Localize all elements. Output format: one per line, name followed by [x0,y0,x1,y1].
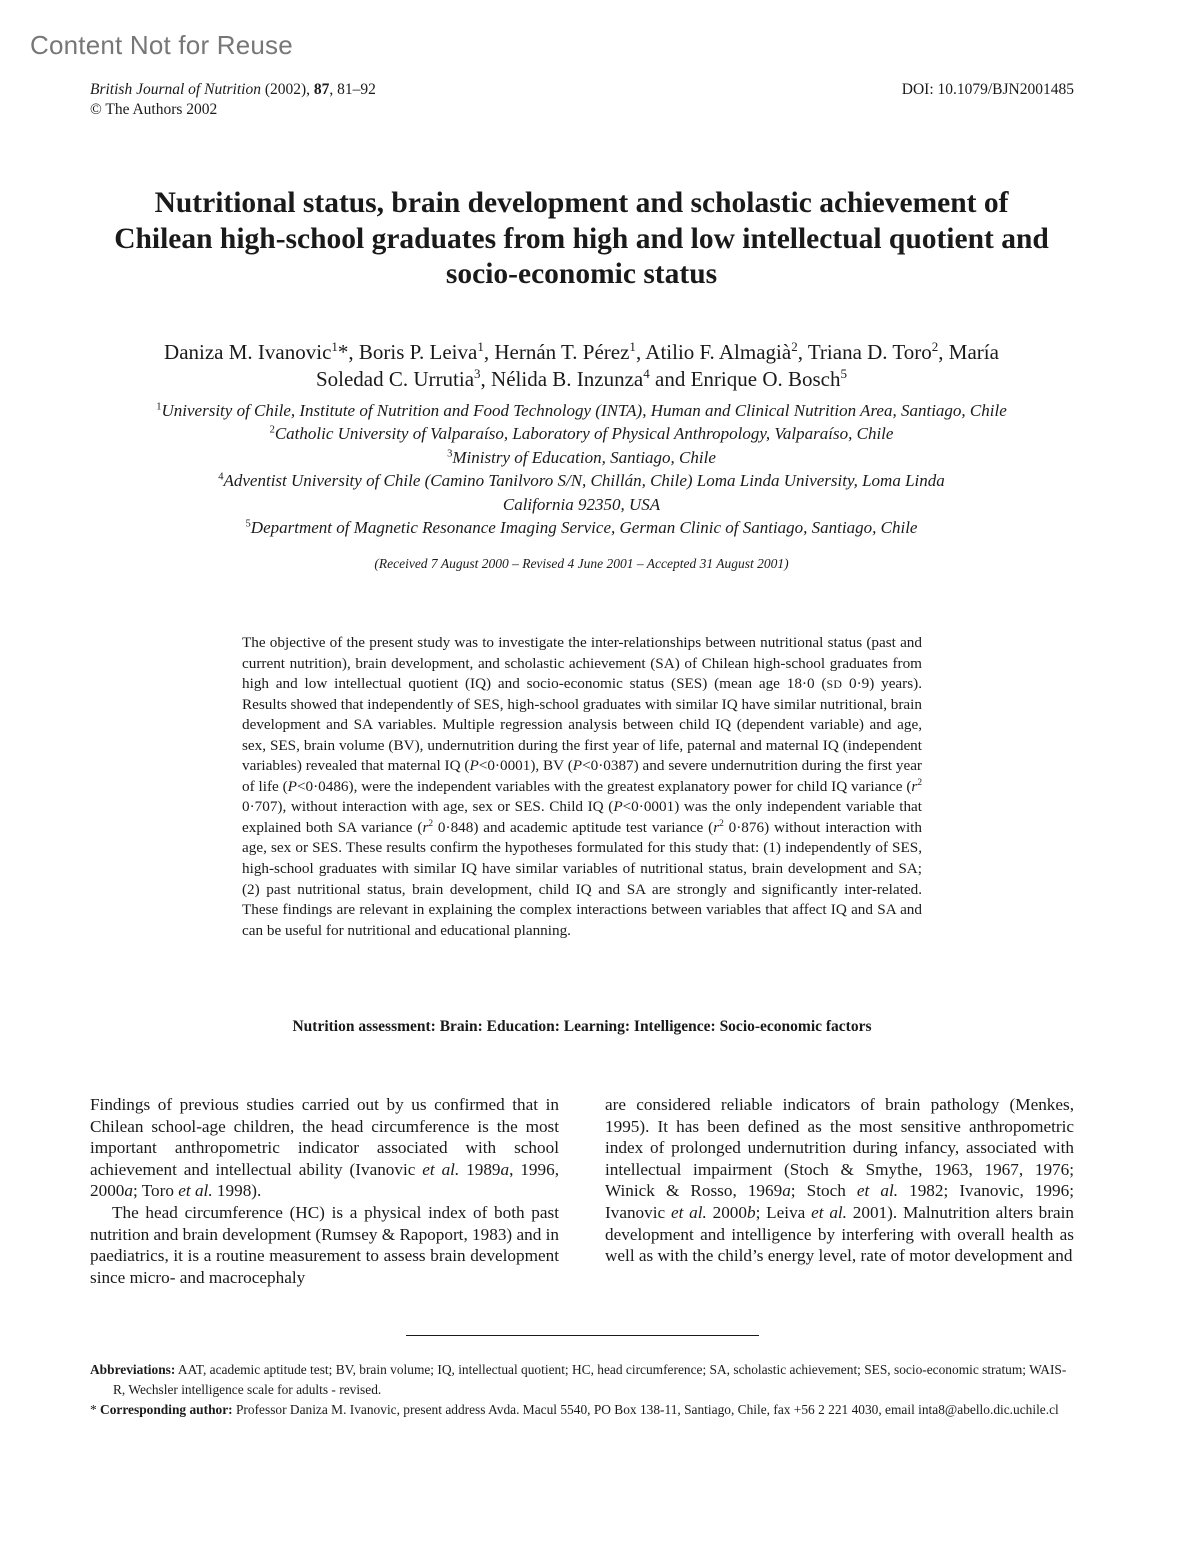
affiliation-list [70,399,1093,539]
r-symbol: r [422,818,429,836]
doi: DOI: 10.1079/BJN2001485 [901,81,1074,98]
footnote-label: Abbreviations: [90,1362,176,1377]
affiliation [70,399,1093,422]
copyright: © The Authors 2002 [90,101,218,118]
author-sep: , [635,340,646,364]
r-symbol: r [713,818,720,836]
footnote-star: * [90,1402,97,1417]
r-squared-exponent: 2 [917,778,923,788]
affil-number: 5 [245,518,251,530]
author-name: Nélida B. Inzunza [491,366,644,391]
abstract-text: <0·0486), were the independent variables with the greatest explanatory power for child IQ variance ( [296,777,912,795]
footnote-text: Professor Daniza M. Ivanovic, present address Avda. Macul 5540, PO Box 138-11, Santiago, Chile, fax +56 2 221 4030, email inta8@abello.dic.uchile.cl [232,1402,1059,1417]
abstract-text: 0·848) and academic aptitude test variance ( [433,818,714,836]
title-line: Nutritional status, brain development and scholastic achievement of [154,187,1009,219]
affil-text: Adventist University of Chile (Camino Tanilvoro S/N, Chillán, Chile) Loma Linda University, Loma Linda [223,471,945,491]
author-affil-sup: 1 [477,338,484,354]
abstract [242,633,922,941]
article-title [80,186,1083,293]
et-al: et al. [856,1181,899,1201]
author-sep: , [797,340,808,364]
footnote-abbreviations [90,1360,1075,1399]
abstract-text: <0·0387) and severe undernutrition during the first year of life ( [242,757,922,795]
journal-pages: , 81–92 [329,81,376,98]
author-name: Soledad C. Urrutia [315,366,475,391]
p-value-symbol: P [613,798,623,816]
p-value-symbol: P [287,777,297,795]
keywords: Nutrition assessment: Brain: Education: Learning: Intelligence: Socio-economic factors [292,1018,872,1035]
abstract-text: 0·707), without interaction with age, sex or SES. Child IQ ( [242,798,614,816]
author-name: Enrique O. Bosch [690,366,841,391]
affiliation [70,516,1093,539]
author-affil-sup: 2 [931,338,939,354]
journal-citation [90,80,376,120]
affil-number: 1 [156,401,162,413]
affiliation [70,422,1093,445]
body-paragraph: Findings of previous studies carried out by us confirmed that in Chilean school-age children, the head circumference is the most important anthropometric indicator associated with school achievement and intellectual ability (Ivanovic et al. 1989a, 1996, 2000a; Toro et al. 1998). [90,1095,559,1201]
footnote-corresponding-author [90,1400,1075,1420]
author-line [80,339,1083,366]
footnote-label: Corresponding author: [96,1402,233,1417]
journal-year: (2002), [264,81,311,98]
abstract-text: The objective of the present study was to investigate the inter-relationships between nutritional status (past and current nutrition), brain development, and scholastic achievement (SA) of Chilean high-school graduates from high and low intellectual quotient (IQ) and socio-economic status (SES) (mean age 18·0 ( [242,634,922,693]
body-column-right [605,1094,1074,1267]
author-affil-sup: 3 [474,365,481,381]
watermark: Content Not for Reuse [30,30,293,60]
corresponding-star: * [337,340,349,364]
author-name: Hernán T. Pérez [494,340,630,364]
author-name: Triana D. Toro [807,340,932,364]
journal-name: British Journal of Nutrition [90,81,261,98]
r-squared-exponent: 2 [719,819,724,830]
author-affil-sup: 1 [629,338,636,354]
r-symbol: r [911,777,918,795]
et-al: et al. [178,1181,213,1201]
author-affil-sup: 2 [791,338,798,354]
affil-text: Department of Magnetic Resonance Imaging Service, German Clinic of Santiago, Santiago, Chile [250,518,918,538]
p-value-symbol: P [572,757,583,775]
author-name: Atilio F. Almagià [645,340,792,364]
abstract-text: <0·0001) was the only independent variable that explained both SA variance ( [242,798,923,836]
title-line: socio-economic status [445,258,718,290]
affil-text: Catholic University of Valparaíso, Laboratory of Physical Anthropology, Valparaíso, Chile [274,424,894,444]
journal-volume: 87 [313,81,330,98]
sd-smallcaps: SD [826,677,843,692]
et-al: et al. [670,1202,707,1222]
p-value-symbol: P [469,757,479,775]
affil-text: Ministry of Education, Santiago, Chile [452,447,716,467]
author-sep: , [483,340,495,364]
body-paragraph: The head circumference (HC) is a physical index of both past nutrition and brain development (Rumsey & Rapoport, 1983) and in paediatrics, it is a routine measurement to assess brain development since micro- and macrocephaly [90,1202,559,1287]
abstract-text: 0·9) years). Results showed that independently of SES, high-school graduates with similar IQ have similar nutritional, brain development and SA variables. Multiple regression analysis between child IQ (dependent variable) and age, sex, SES, brain volume (BV), undernutrition during the first year of life, paternal and maternal IQ (independent variables) revealed that maternal IQ ( [242,675,922,775]
abstract-text: <0·0001), BV ( [478,757,573,775]
author-line [80,366,1083,393]
affil-number: 3 [447,448,453,460]
author-sep: , María [938,340,999,364]
affiliation-continued: California 92350, USA [502,494,661,514]
received-dates: (Received 7 August 2000 – Revised 4 June 2001 – Accepted 31 August 2001) [374,556,789,571]
author-list [80,339,1083,392]
author-name: Daniza M. Ivanovic [164,340,332,364]
author-affil-sup: 5 [840,365,848,381]
author-affil-sup: 4 [643,365,650,381]
affil-number: 4 [218,471,224,483]
author-sep: , [480,366,492,391]
author-sep: , [348,340,359,364]
author-affil-sup: 1 [331,338,338,354]
affiliation [70,469,1093,492]
et-al: et al. [422,1159,460,1179]
body-paragraph: are considered reliable indicators of brain pathology (Menkes, 1995). It has been defined as the most sensitive anthropometric index of prolonged undernutrition during infancy, associated with intellectual impairment (Stoch & Smythe, 1963, 1967, 1976; Winick & Rosso, 1969a; Stoch et al. 1982; Ivanovic, 1996; Ivanovic et al. 2000b; Leiva et al. 2001). Malnutrition alters brain development and intelligence by interfering with overall health as well as with the child’s energy level, rate of motor development and [605,1095,1075,1266]
body-column-left [90,1094,559,1288]
abstract-text: 0·876) without interaction with age, sex or SES. These results confirm the hypotheses formulated for this study that: (1) independently of SES, high-school graduates with similar IQ have similar variables of nutritional status, brain development and SA; (2) past nutritional status, brain development, child IQ and SA are strongly and significantly inter-related. These findings are relevant in explaining the complex interactions between variables that affect IQ and SA and can be useful for nutritional and educational planning. [242,818,922,939]
et-al: et al. [811,1202,847,1222]
footnote-divider [406,1335,759,1336]
affiliation [70,446,1093,469]
affil-text: University of Chile, Institute of Nutrition and Food Technology (INTA), Human and Clinical Nutrition Area, Santiago, Chile [161,401,1007,420]
title-line: Chilean high-school graduates from high and low intellectual quotient and [114,222,1049,255]
r-squared-exponent: 2 [428,819,434,830]
author-name: Boris P. Leiva [358,340,478,364]
footnote-text: AAT, academic aptitude test; BV, brain volume; IQ, intellectual quotient; HC, head circumference; SA, scholastic achievement; SES, socio-economic stratum; WAIS-R, Wechsler intelligence scale for adults - revised. [113,1362,1067,1397]
affil-number: 2 [269,424,275,436]
author-sep: and [649,366,691,391]
